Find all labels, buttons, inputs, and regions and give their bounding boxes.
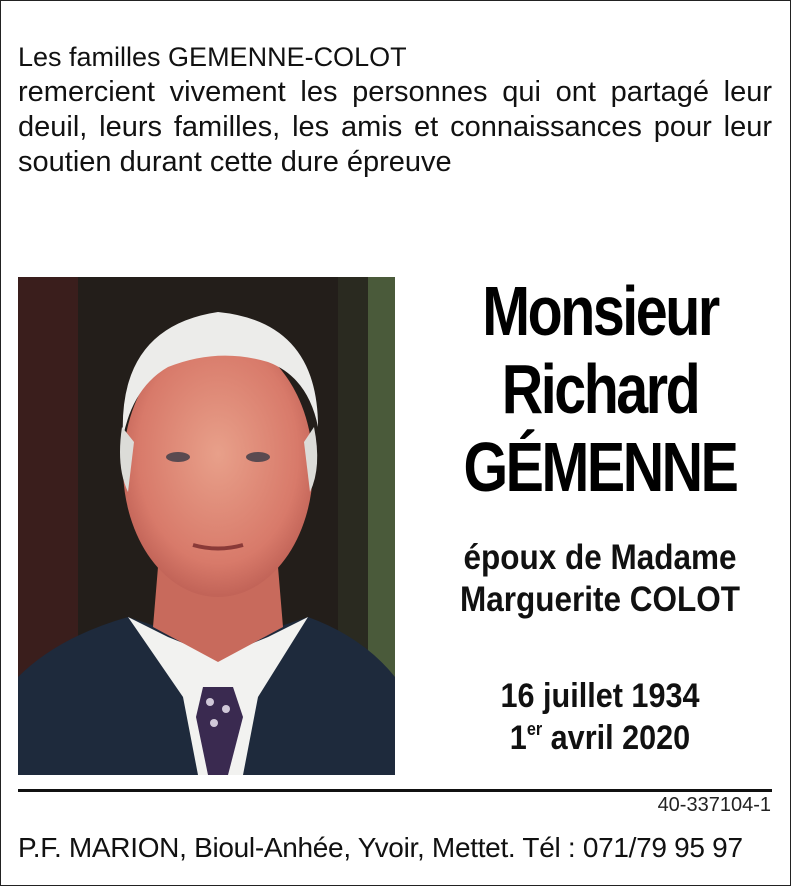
- death-date: [438, 717, 762, 759]
- life-dates: [420, 675, 780, 759]
- families-line: Les familles GEMENNE-COLOT: [18, 42, 407, 72]
- thanks-text: remercient vivement les personnes qui ont partagé leur deuil, leurs familles, les amis et connaissances pour leur soutien durant cette dure épreuve: [18, 76, 772, 178]
- reference-number: 40-337104-1: [657, 794, 771, 816]
- death-month-year: avril 2020: [550, 719, 691, 757]
- deceased-name: [410, 272, 790, 506]
- death-day: 1: [509, 719, 527, 757]
- last-name: GÉMENNE: [463, 428, 737, 506]
- divider: [18, 789, 772, 792]
- honorific: Monsieur: [482, 272, 718, 350]
- portrait-illustration: [18, 277, 395, 775]
- first-name: Richard: [501, 350, 699, 428]
- funeral-home-info: P.F. MARION, Bioul-Anhée, Yvoir, Mettet. Tél : 071/79 95 97: [18, 832, 743, 863]
- spouse-line-2: Marguerite COLOT: [459, 580, 741, 619]
- intro-text: [18, 40, 772, 180]
- birth-date: 16 juillet 1934: [500, 677, 700, 715]
- spouse-info: [420, 537, 780, 621]
- spouse-line-1: époux de Madame: [463, 538, 737, 577]
- portrait-photo: [18, 277, 395, 775]
- death-day-suffix: er: [526, 719, 543, 739]
